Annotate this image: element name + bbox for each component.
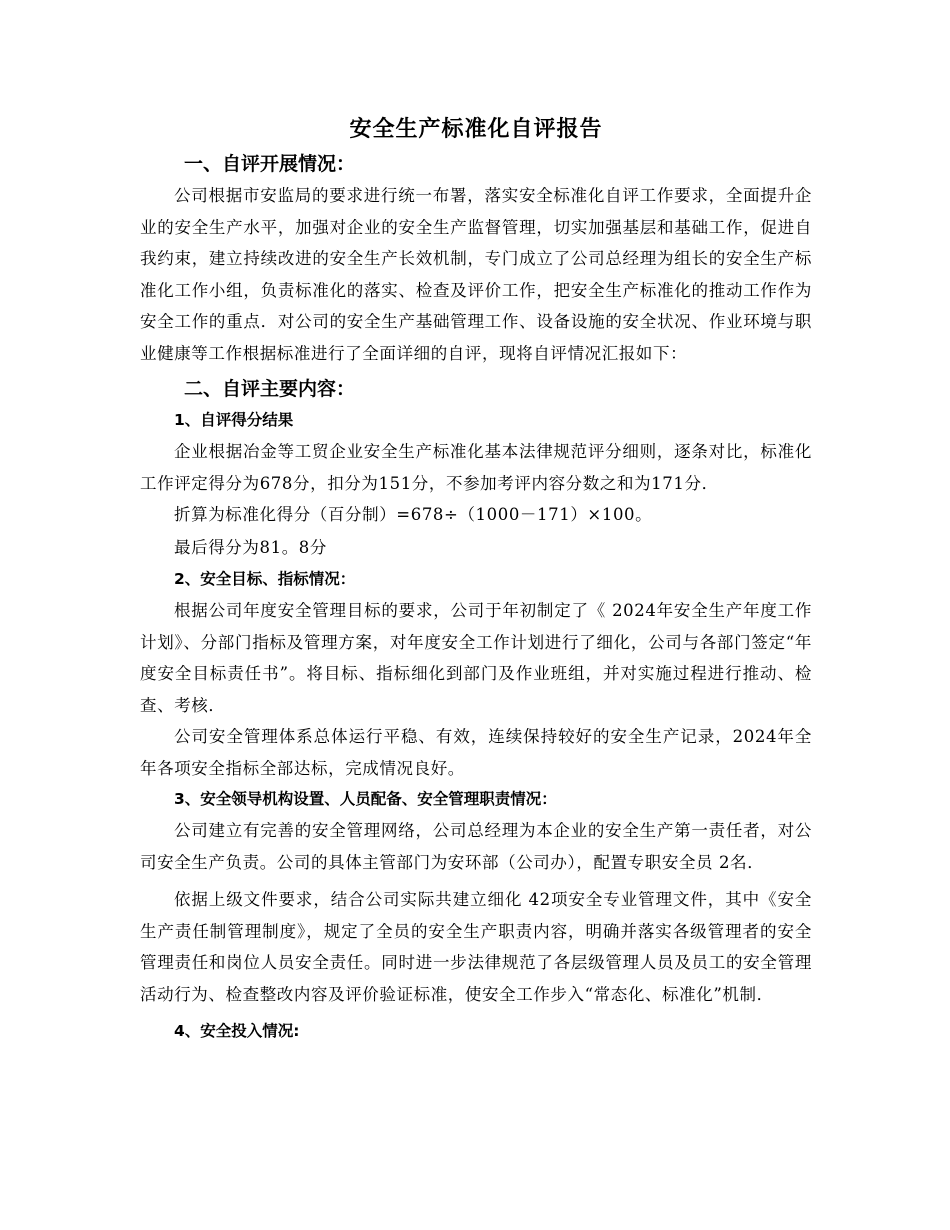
document-title: 安全生产标准化自评报告	[349, 117, 603, 142]
sub3-paragraph-2: 依据上级文件要求，结合公司实际共建立细化 42项安全专业管理文件，其中《安全生产责任制管理制度》，规定了全员的安全生产职责内容，明确并落实各级管理者的安全管理责任和岗位人员安全责任。同时进一步法律规范了各层级管理人员及员工的安全管理活动行为、检查整改内容及评价验证标准，使安全工作步入“常态化、标准化”机制．	[140, 890, 812, 1004]
section1-paragraph: 公司根据市安监局的要求进行统一布署，落实安全标准化自评工作要求，全面提升企业的安全生产水平，加强对企业的安全生产监督管理，切实加强基层和基础工作，促进自我约束，建立持续改进的安全生产长效机制，专门成立了公司总经理为组长的安全生产标准化工作小组，负责标准化的落实、检查及评价工作，把安全生产标准化的推动工作作为安全工作的重点．对公司的安全生产基础管理工作、设备设施的安全状况、作业环境与职业健康等工作根据标准进行了全面详细的自评，现将自评情况汇报如下：	[140, 186, 812, 363]
sub3-heading: 3、安全领导机构设置、人员配备、安全管理职责情况：	[174, 790, 557, 808]
sub2-paragraph-2: 公司安全管理体系总体运行平稳、有效，连续保持较好的安全生产记录，2024年全年各项安全指标全部达标，完成情况良好。	[140, 727, 812, 778]
section2-heading: 二、自评主要内容：	[184, 378, 356, 400]
sub2-paragraph-1: 根据公司年度安全管理目标的要求，公司于年初制定了《 2024年安全生产年度工作计划》、分部门指标及管理方案，对年度安全工作计划进行了细化，公司与各部门签定“年度安全目标责任书”。将目标、指标细化到部门及作业班组，并对实施过程进行推动、检查、考核．	[140, 601, 812, 715]
sub1-paragraph-1: 企业根据冶金等工贸企业安全生产标准化基本法律规范评分细则，逐条对比，标准化工作评定得分为678分，扣分为151分，不参加考评内容分数之和为171分．	[140, 442, 812, 493]
sub1-paragraph-2: 折算为标准化得分（百分制）=678÷（1000－171）×100。	[174, 505, 653, 524]
document-page	[140, 110, 812, 1047]
sub4-heading: 4、安全投入情况:	[174, 1022, 300, 1040]
section1-heading: 一、自评开展情况：	[184, 153, 356, 175]
sub2-heading: 2、安全目标、指标情况：	[174, 570, 356, 588]
sub1-heading: 1、自评得分结果	[174, 411, 294, 429]
sub3-paragraph-1: 公司建立有完善的安全管理网络，公司总经理为本企业的安全生产第一责任者，对公司安全生产负责。公司的具体主管部门为安环部（公司办），配置专职安全员 2名．	[140, 821, 812, 872]
sub1-paragraph-3: 最后得分为81。8分	[174, 537, 327, 557]
